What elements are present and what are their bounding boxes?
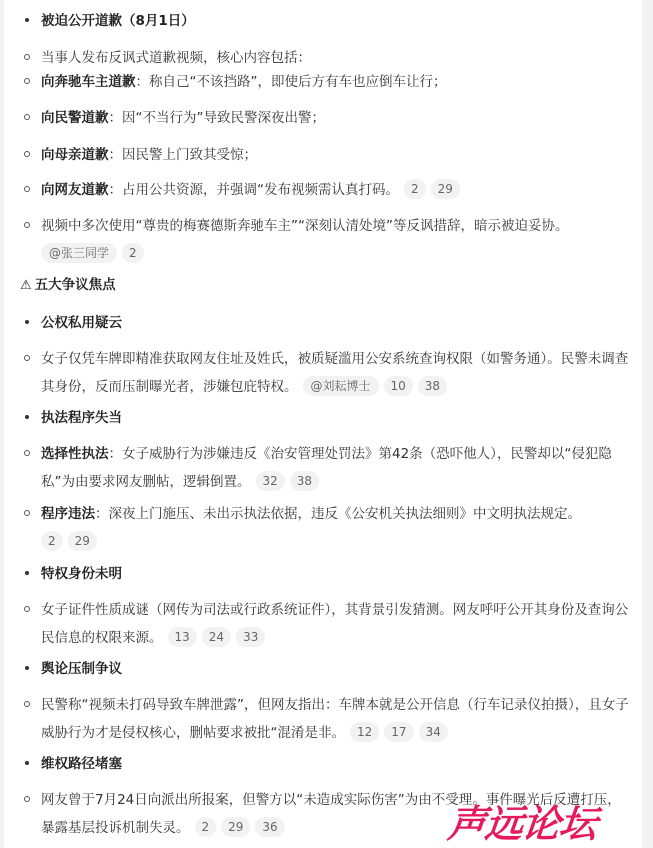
- citation-badge[interactable]: 13: [168, 627, 197, 647]
- circle-bullet-icon: [22, 500, 32, 528]
- section-heading: [20, 271, 116, 300]
- circle-bullet-icon: [22, 212, 32, 240]
- disc-bullet-icon: [22, 7, 32, 35]
- item-text: ：称自己“不该挡路”，即使后方有车也应倒车让行；: [135, 74, 447, 90]
- citation-badge[interactable]: 38: [418, 376, 447, 396]
- citation-badge[interactable]: 32: [256, 471, 285, 491]
- item-text: 民警称“视频未打码导致车牌泄露”，但网友指出：车牌本就是公开信息（行车记录仪拍摄），且女子威胁行为才是侵权核心，删帖要求被批“混淆是非。: [41, 697, 629, 741]
- citation-badge[interactable]: 2: [41, 531, 63, 551]
- citation-badge[interactable]: 12: [350, 722, 379, 742]
- circle-bullet-icon: [22, 141, 32, 169]
- circle-bullet-icon: [22, 68, 32, 96]
- circle-bullet-icon: [22, 691, 32, 719]
- item-label: 选择性执法: [41, 446, 109, 462]
- content-card: [4, 0, 642, 848]
- citation-badge[interactable]: 2: [404, 179, 426, 199]
- citation-badge[interactable]: 24: [202, 627, 231, 647]
- circle-bullet-icon: [22, 596, 32, 624]
- circle-bullet-icon: [22, 104, 32, 132]
- disc-bullet-icon: [22, 750, 32, 778]
- subheading: 维权路径堵塞: [41, 756, 122, 772]
- item-text: ：女子威胁行为涉嫌违反《治安管理处罚法》第42条（恐吓他人），民警却以“侵犯隐私”为由要求网友删帖，逻辑倒置。: [41, 446, 612, 490]
- item-text: 视频中多次使用“尊贵的梅赛德斯奔驰车主”“深刻认清处境”等反讽措辞，暗示被迫妥协。: [41, 218, 569, 234]
- item-label: 向民警道歉: [41, 110, 109, 126]
- item-text: ：因民警上门致其受惊；: [108, 147, 257, 163]
- subheading: 公权私用疑云: [41, 315, 122, 331]
- item-text: 当事人发布反讽式道歉视频，核心内容包括：: [41, 50, 311, 66]
- item-label: 程序违法: [41, 506, 95, 522]
- circle-bullet-icon: [22, 440, 32, 468]
- circle-bullet-icon: [22, 176, 32, 204]
- disc-bullet-icon: [22, 560, 32, 588]
- disc-bullet-icon: [22, 655, 32, 683]
- citation-badge[interactable]: 10: [384, 376, 413, 396]
- subheading: 特权身份未明: [41, 566, 122, 582]
- circle-bullet-icon: [22, 786, 32, 814]
- user-mention-badge[interactable]: @张三同学: [41, 243, 117, 263]
- citation-badge[interactable]: 38: [290, 471, 319, 491]
- citation-badge[interactable]: 29: [431, 179, 460, 199]
- item-label: 向奔驰车主道歉: [41, 74, 136, 90]
- subheading: 被迫公开道歉（8月1日）: [41, 13, 195, 29]
- watermark-logo: 声远论坛: [445, 802, 599, 846]
- citation-badge[interactable]: 36: [255, 817, 284, 837]
- citation-badge[interactable]: 17: [384, 722, 413, 742]
- item-text: 网友曾于7月24日向派出所报案，但警方以“未造成实际伤害”为由不受理。事件曝光后反遭打压，暴露基层投诉机制失灵。: [41, 792, 621, 836]
- subheading: 舆论压制争议: [41, 661, 122, 677]
- citation-badge[interactable]: 2: [122, 243, 144, 263]
- subheading: 执法程序失当: [41, 410, 122, 426]
- citation-badge[interactable]: 29: [221, 817, 250, 837]
- item-text: ：因“不当行为”导致民警深夜出警；: [108, 110, 325, 126]
- circle-bullet-icon: [22, 345, 32, 373]
- item-label: 向网友道歉: [41, 182, 109, 198]
- item-text: ：深夜上门施压、未出示执法依据，违反《公安机关执法细则》中文明执法规定。: [95, 506, 581, 522]
- warning-icon: ⚠: [20, 278, 32, 293]
- item-text: 女子证件性质成谜（网传为司法或行政系统证件），其背景引发猜测。网友呼吁公开其身份及查询公民信息的权限来源。: [41, 602, 629, 646]
- citation-badge[interactable]: 29: [68, 531, 97, 551]
- user-mention-badge[interactable]: @刘耘博士: [303, 376, 379, 396]
- item-text: ：占用公共资源，并强调“发布视频需认真打码。: [108, 182, 399, 198]
- section-title: 五大争议焦点: [34, 277, 116, 293]
- scrollbar-track[interactable]: [642, 0, 653, 848]
- disc-bullet-icon: [22, 309, 32, 337]
- item-text: 女子仅凭车牌即精准获取网友住址及姓氏，被质疑滥用公安系统查询权限（如警务通）。民警未调查其身份，反而压制曝光者，涉嫌包庇特权。: [41, 351, 629, 395]
- citation-badge[interactable]: 34: [419, 722, 448, 742]
- disc-bullet-icon: [22, 404, 32, 432]
- citation-badge[interactable]: 33: [236, 627, 265, 647]
- citation-badge[interactable]: 2: [195, 817, 217, 837]
- item-label: 向母亲道歉: [41, 147, 109, 163]
